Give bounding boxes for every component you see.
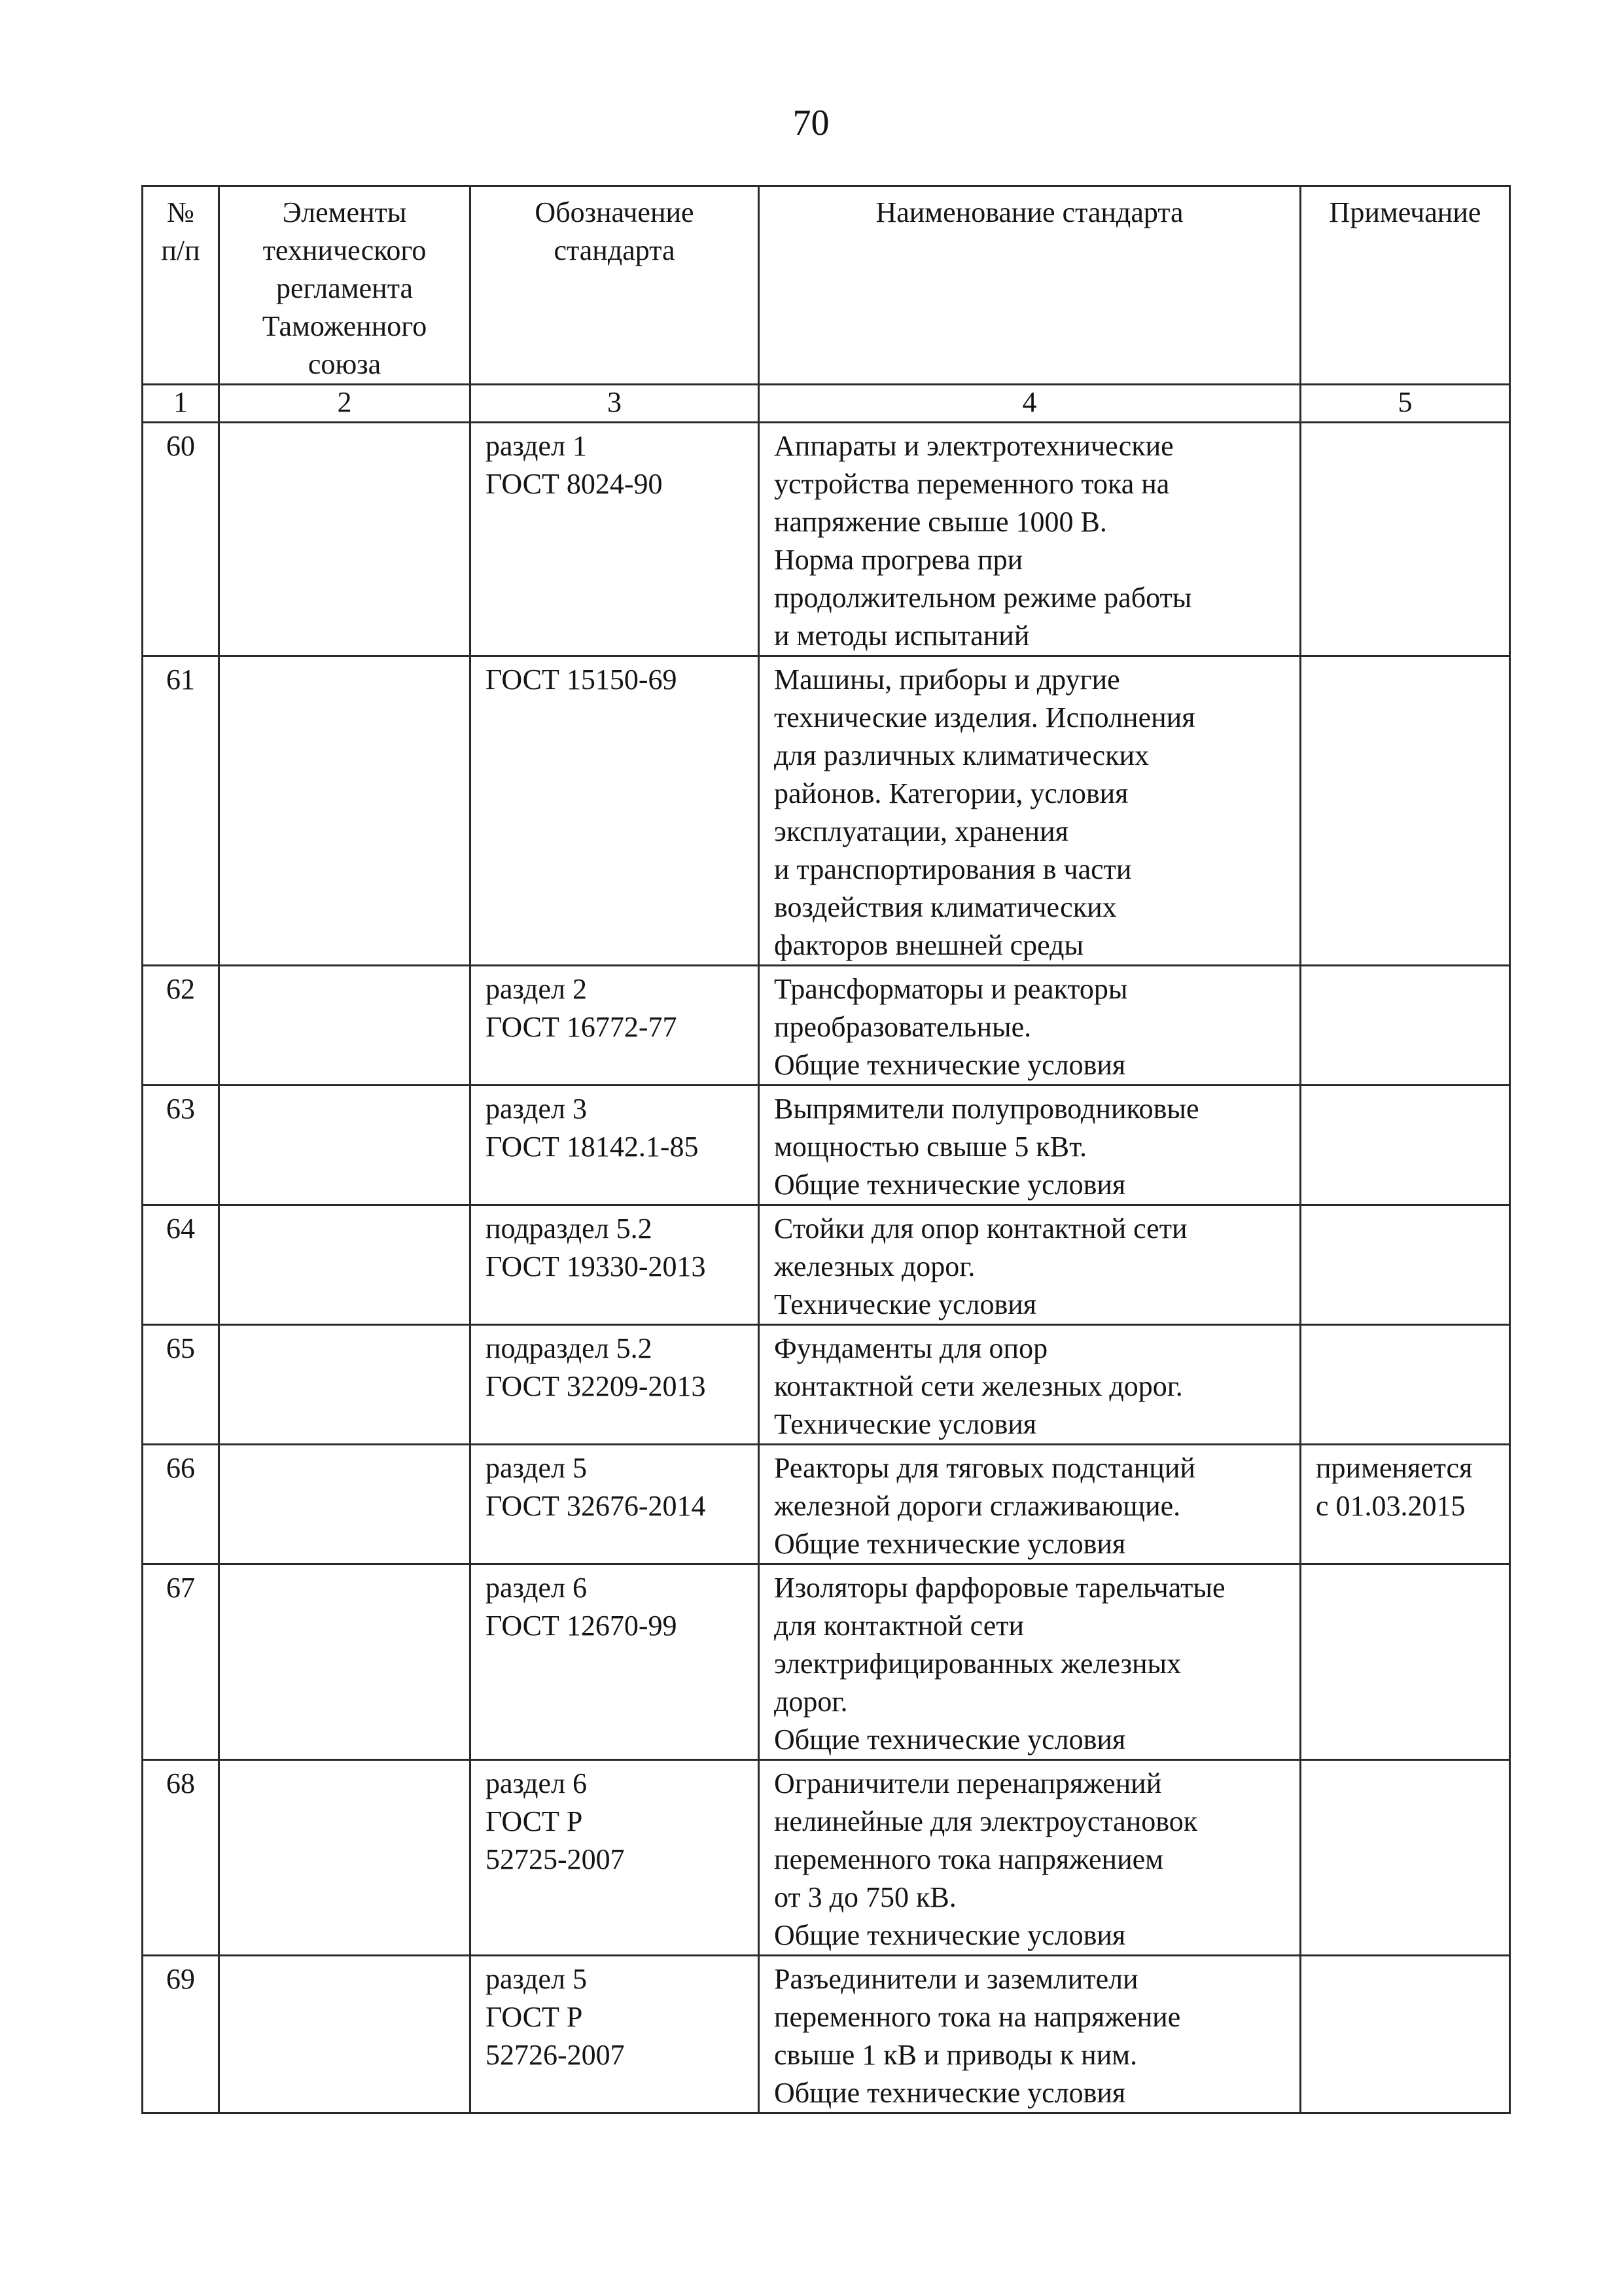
row-designation: раздел 6 ГОСТ Р 52725-2007	[470, 1760, 759, 1956]
row-designation: раздел 5 ГОСТ 32676-2014	[470, 1445, 759, 1564]
row-designation: подраздел 5.2 ГОСТ 32209-2013	[470, 1325, 759, 1445]
row-number: 64	[143, 1205, 219, 1325]
row-number: 60	[143, 423, 219, 656]
row-note: применяется с 01.03.2015	[1301, 1445, 1510, 1564]
row-number: 63	[143, 1086, 219, 1205]
row-element	[219, 1956, 470, 2113]
page-number: 70	[792, 103, 830, 143]
row-standard-name: Разъединители и заземлители переменного тока на напряжение свыше 1 кВ и приводы к ним. Общие технические условия	[759, 1956, 1301, 2113]
table-row	[143, 1445, 1510, 1564]
table-row	[143, 656, 1510, 966]
row-designation: раздел 3 ГОСТ 18142.1-85	[470, 1086, 759, 1205]
table-row	[143, 423, 1510, 656]
row-standard-name: Изоляторы фарфоровые тарельчатые для контактной сети электрифицированных железных дорог. Общие технические условия	[759, 1564, 1301, 1760]
row-number: 69	[143, 1956, 219, 2113]
row-number: 62	[143, 966, 219, 1086]
row-number: 61	[143, 656, 219, 966]
row-element	[219, 423, 470, 656]
row-note	[1301, 1760, 1510, 1956]
row-note	[1301, 1205, 1510, 1325]
column-number: 4	[759, 385, 1301, 423]
row-designation: раздел 6 ГОСТ 12670-99	[470, 1564, 759, 1760]
table-row	[143, 1956, 1510, 2113]
table-row	[143, 1205, 1510, 1325]
table-row	[143, 1325, 1510, 1445]
row-designation: раздел 1 ГОСТ 8024-90	[470, 423, 759, 656]
row-designation: подраздел 5.2 ГОСТ 19330-2013	[470, 1205, 759, 1325]
header-standard-name: Наименование стандарта	[759, 186, 1301, 385]
row-designation: раздел 5 ГОСТ Р 52726-2007	[470, 1956, 759, 2113]
column-number: 2	[219, 385, 470, 423]
header-elements: Элементы технического регламента Таможенного союза	[219, 186, 470, 385]
row-note	[1301, 1956, 1510, 2113]
row-standard-name: Выпрямители полупроводниковые мощностью свыше 5 кВт. Общие технические условия	[759, 1086, 1301, 1205]
row-note	[1301, 423, 1510, 656]
row-number: 68	[143, 1760, 219, 1956]
row-note	[1301, 966, 1510, 1086]
row-standard-name: Аппараты и электротехнические устройства переменного тока на напряжение свыше 1000 В. Норма прогрева при продолжительном режиме работы и методы испытаний	[759, 423, 1301, 656]
row-designation: раздел 2 ГОСТ 16772-77	[470, 966, 759, 1086]
row-element	[219, 1445, 470, 1564]
row-number: 65	[143, 1325, 219, 1445]
standards-table	[141, 185, 1511, 2114]
row-standard-name: Фундаменты для опор контактной сети железных дорог. Технические условия	[759, 1325, 1301, 1445]
header-note: Примечание	[1301, 186, 1510, 385]
row-note	[1301, 1086, 1510, 1205]
table-row	[143, 1564, 1510, 1760]
column-number: 5	[1301, 385, 1510, 423]
column-number: 1	[143, 385, 219, 423]
row-element	[219, 966, 470, 1086]
row-element	[219, 1564, 470, 1760]
header-designation: Обозначение стандарта	[470, 186, 759, 385]
row-note	[1301, 1325, 1510, 1445]
row-element	[219, 1086, 470, 1205]
row-standard-name: Трансформаторы и реакторы преобразовательные. Общие технические условия	[759, 966, 1301, 1086]
row-element	[219, 1205, 470, 1325]
table-row	[143, 1086, 1510, 1205]
row-standard-name: Машины, приборы и другие технические изделия. Исполнения для различных климатических районов. Категории, условия эксплуатации, хранения и транспортирования в части воздействия климатических факторов внешней среды	[759, 656, 1301, 966]
row-standard-name: Реакторы для тяговых подстанций железной дороги сглаживающие. Общие технические условия	[759, 1445, 1301, 1564]
row-designation: ГОСТ 15150-69	[470, 656, 759, 966]
column-number: 3	[470, 385, 759, 423]
row-number: 66	[143, 1445, 219, 1564]
table-row	[143, 1760, 1510, 1956]
table-row	[143, 966, 1510, 1086]
row-element	[219, 1760, 470, 1956]
row-standard-name: Ограничители перенапряжений нелинейные для электроустановок переменного тока напряжением от 3 до 750 кВ. Общие технические условия	[759, 1760, 1301, 1956]
header-number: № п/п	[143, 186, 219, 385]
row-note	[1301, 1564, 1510, 1760]
row-element	[219, 656, 470, 966]
row-standard-name: Стойки для опор контактной сети железных дорог. Технические условия	[759, 1205, 1301, 1325]
table-header-row	[143, 186, 1510, 385]
row-number: 67	[143, 1564, 219, 1760]
row-note	[1301, 656, 1510, 966]
column-number-row	[143, 385, 1510, 423]
row-element	[219, 1325, 470, 1445]
